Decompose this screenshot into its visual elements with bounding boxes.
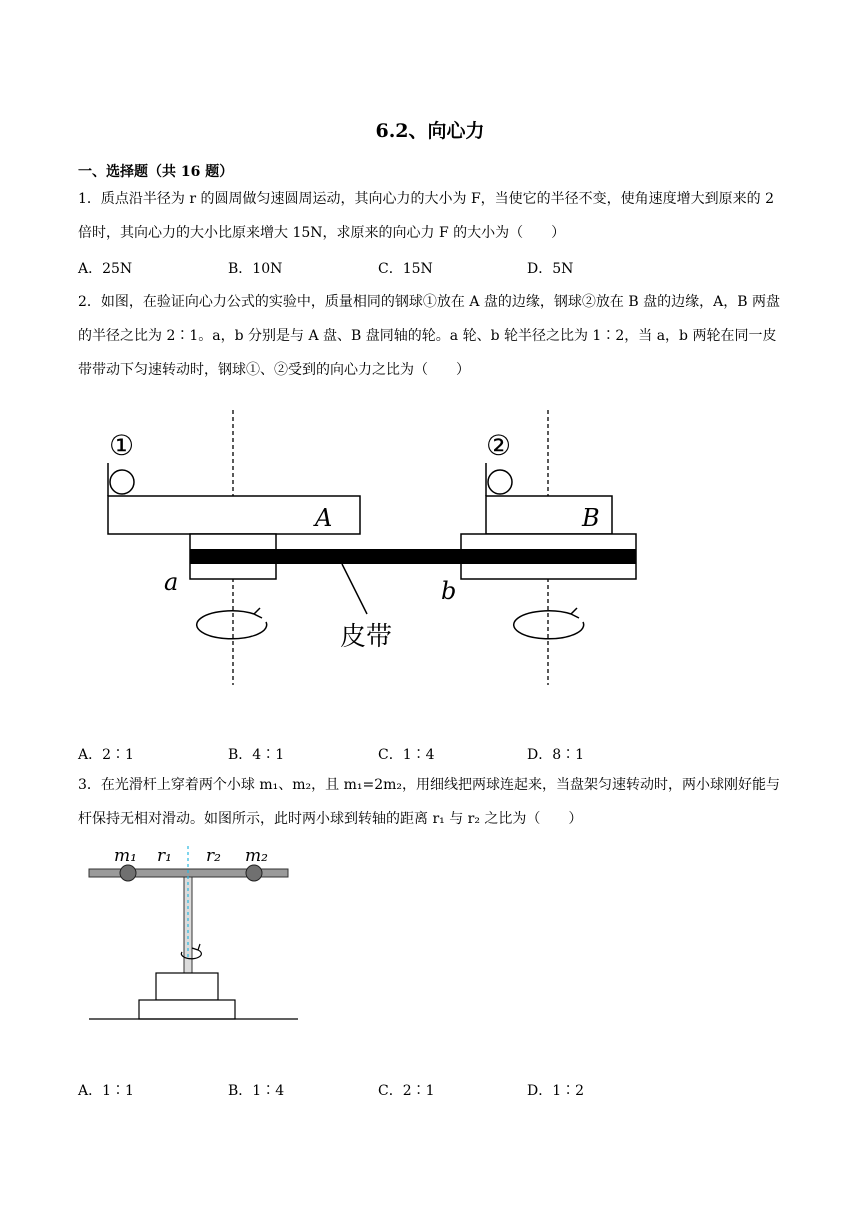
question-3-text: 3．在光滑杆上穿着两个小球 m₁、m₂，且 m₁=2m₂，用细线把两球连起来，当盘架匀速转动时，两小球刚好能与杆保持无相对滑动。如图所示，此时两小球到转轴的距离 r₁ 与 r₂ 之比为（ ） (78, 777, 780, 827)
page-title: 6.2、向心力 (375, 120, 485, 142)
arrow-head-a-icon (254, 608, 262, 618)
ball-m2 (246, 865, 262, 881)
r1-label: r₁ (157, 846, 172, 866)
m2-label: m₂ (245, 846, 268, 866)
question-2-text: 2．如图，在验证向心力公式的实验中，质量相同的钢球①放在 A 盘的边缘，钢球②放在 B 盘的边缘，A，B 两盘的半径之比为 2∶1。a，b 分别是与 A 盘、B 盘同轴的轮。a 轮、b 轮半径之比为 1∶2，当 a，b 两轮在同一皮带带动下匀速转动时，钢球①、②受到的向心力之比为（ ） (78, 294, 780, 378)
wheel-a-label: a (164, 568, 179, 596)
q1-option-a[interactable]: A．25N (78, 261, 133, 277)
arrow-head-b-icon (571, 608, 579, 618)
stand-base-block (139, 1000, 235, 1019)
wheel-b-label: b (441, 577, 457, 605)
belt-pulley-figure (90, 400, 660, 690)
question-2-options (78, 744, 778, 764)
q3-option-b[interactable]: B．1∶4 (228, 1083, 285, 1099)
stand-upper-block (156, 973, 218, 1000)
belt (190, 549, 636, 564)
rotating-rod-figure (86, 838, 302, 1024)
q3-option-a[interactable]: A．1∶1 (78, 1083, 134, 1099)
q3-option-c[interactable]: C．2∶1 (378, 1083, 435, 1099)
q2-option-b[interactable]: B．4∶1 (228, 747, 285, 763)
ball-1-label: ① (109, 429, 135, 462)
question-1-options (78, 258, 778, 278)
ball-m1 (120, 865, 136, 881)
rotation-arrow-head-icon (192, 944, 200, 950)
q3-option-d[interactable]: D．1∶2 (527, 1083, 585, 1099)
disk-b-label: B (582, 504, 600, 532)
ball-2 (488, 470, 512, 494)
m1-label: m₁ (114, 846, 137, 866)
question-3-options (78, 1080, 778, 1100)
section-heading: 一、选择题（共 16 题） (78, 164, 234, 180)
question-1-text: 1．质点沿半径为 r 的圆周做匀速圆周运动，其向心力的大小为 F，当使它的半径不变，使角速度增大到原来的 2 倍时，其向心力的大小比原来增大 15N，求原来的向心力 F 的大小为（ ） (78, 191, 775, 241)
q1-option-d[interactable]: D．5N (527, 261, 574, 277)
q2-option-a[interactable]: A．2∶1 (78, 747, 134, 763)
disk-a-label: A (315, 504, 333, 532)
ball-1 (110, 470, 134, 494)
q1-option-b[interactable]: B．10N (228, 261, 283, 277)
ball-2-label: ② (486, 429, 512, 462)
belt-pointer-line (342, 564, 367, 614)
q2-option-c[interactable]: C．1∶4 (378, 747, 435, 763)
q1-option-c[interactable]: C．15N (378, 261, 433, 277)
q2-option-d[interactable]: D．8∶1 (527, 747, 585, 763)
r2-label: r₂ (206, 846, 221, 866)
belt-label: 皮带 (340, 622, 393, 652)
